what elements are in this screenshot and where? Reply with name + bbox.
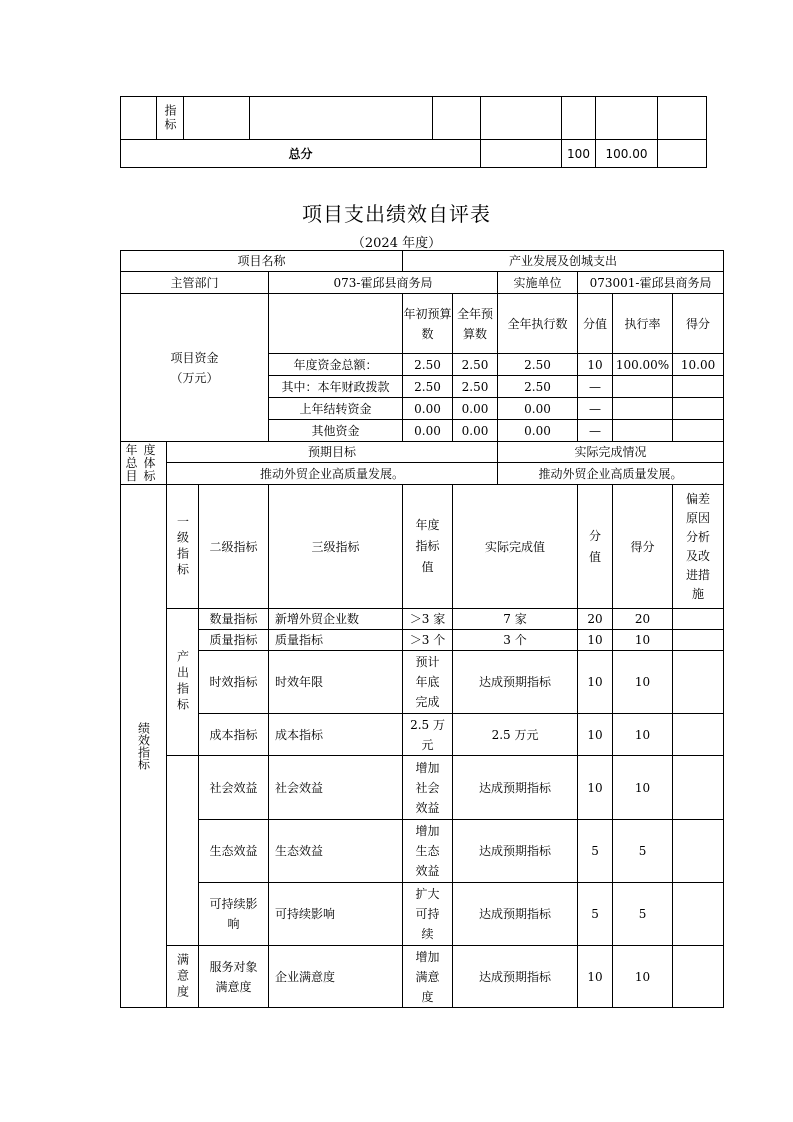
total-label: 总分 [121,140,481,168]
initial-budget-header: 年初预算数 [403,294,453,354]
table-row: 成本指标 成本指标 2.5 万元 2.5 万元 10 10 [121,714,724,756]
target-header: 年度指标值 [403,485,453,609]
ind-score-header: 得分 [613,485,673,609]
indicators-label: 绩效指标 [121,485,167,1008]
output-group-label: 产出指标 [167,609,199,756]
project-name: 产业发展及创城支出 [403,251,724,272]
rate-header: 执行率 [613,294,673,354]
weight-header: 分值 [578,294,613,354]
table-row: 产出指标 数量指标 新增外贸企业数 ＞3 家 7 家 20 20 [121,609,724,630]
table-row: 满意度 服务对象满意度 企业满意度 增加满意度 达成预期指标 10 10 [121,946,724,1008]
table-row: 生态效益 生态效益 增加生态效益 达成预期指标 5 5 [121,820,724,883]
project-name-label: 项目名称 [121,251,403,272]
funds-label [121,294,269,442]
total-value: 100.00 [596,140,658,168]
total-score: 100 [562,140,596,168]
table-row: 时效指标 时效年限 预计年底完成 达成预期指标 10 10 [121,651,724,714]
annual-goal-label: 年度总体目标 [121,442,167,485]
ind-weight-header: 分值 [578,485,613,609]
year-label: （2024 年度） [351,236,442,251]
level2-header: 二级指标 [199,485,269,609]
unit-value: 073001-霍邱县商务局 [578,272,724,294]
funds-row: 上年结转资金 0.00 0.00 0.00 — [121,398,724,420]
level3-header: 三级指标 [269,485,403,609]
dept-label: 主管部门 [121,272,269,294]
table-row: 社会效益 社会效益 增加社会效益 达成预期指标 10 10 [121,756,724,820]
reason-header: 偏差原因分析及改进措施 [673,485,724,609]
expected-goal: 推动外贸企业高质量发展。 [167,463,498,485]
previous-table-fragment [120,96,707,168]
table-row: 质量指标 质量指标 ＞3 个 3 个 10 10 [121,630,724,651]
table-row: 可持续影响 可持续影响 扩大可持续 达成预期指标 5 5 [121,883,724,946]
score-header: 得分 [673,294,724,354]
page-title: 项目支出绩效自评表 [302,202,491,226]
funds-label-line1: 项目资金 [170,350,219,365]
actual-header: 实际完成值 [453,485,578,609]
dept-value: 073-霍邱县商务局 [269,272,498,294]
fragment-label: 指标 [157,97,184,140]
funds-label-line2: （万元） [170,370,219,385]
level1-header: 一级指标 [167,485,199,609]
expected-goal-header: 预期目标 [167,442,498,463]
funds-row: 其他资金 0.00 0.00 0.00 — [121,420,724,442]
funds-row: 其中：本年财政拨款 2.50 2.50 2.50 — [121,376,724,398]
annual-budget-header: 全年预算数 [453,294,498,354]
actual-goal: 推动外贸企业高质量发展。 [498,463,724,485]
empty-cell [121,97,157,140]
effect-group-label [167,756,199,946]
unit-label: 实施单位 [498,272,578,294]
execution-header: 全年执行数 [498,294,578,354]
funds-row: 年度资金总额： 2.50 2.50 2.50 10 100.00% 10.00 [121,354,724,376]
satisfaction-group-label: 满意度 [167,946,199,1008]
actual-goal-header: 实际完成情况 [498,442,724,463]
self-evaluation-table [120,250,724,1008]
